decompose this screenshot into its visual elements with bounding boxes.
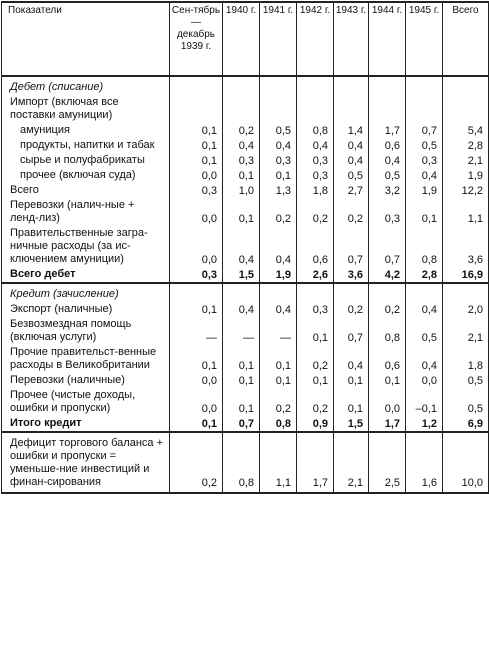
cell-value: 0,5 bbox=[369, 168, 406, 183]
cell-value: 2,1 bbox=[334, 432, 369, 493]
cell-value: 0,0 bbox=[170, 226, 223, 267]
cell-value: 0,2 bbox=[334, 302, 369, 317]
cell-value: 0,1 bbox=[223, 388, 260, 416]
table-row bbox=[2, 317, 489, 345]
cell-value: 0,1 bbox=[223, 373, 260, 388]
cell-value: 6,9 bbox=[443, 416, 489, 432]
cell-value: 0,2 bbox=[297, 388, 334, 416]
table-row bbox=[2, 123, 489, 138]
cell-value bbox=[170, 283, 223, 302]
cell-value: 0,1 bbox=[223, 345, 260, 373]
cell-value: 1,7 bbox=[369, 416, 406, 432]
cell-value: 1,3 bbox=[260, 183, 297, 198]
row-label: Перевозки (налич-ные + ленд-лиз) bbox=[2, 198, 170, 226]
table-row bbox=[2, 388, 489, 416]
cell-value: 0,7 bbox=[334, 226, 369, 267]
cell-value: 0,1 bbox=[170, 345, 223, 373]
table-row bbox=[2, 302, 489, 317]
cell-value: 0,1 bbox=[260, 373, 297, 388]
cell-value: 0,1 bbox=[170, 416, 223, 432]
cell-value bbox=[170, 95, 223, 123]
cell-value: 0,3 bbox=[297, 153, 334, 168]
cell-value: 2,5 bbox=[369, 432, 406, 493]
cell-value: 4,2 bbox=[369, 267, 406, 283]
row-label: Всего bbox=[2, 183, 170, 198]
cell-value bbox=[334, 76, 369, 95]
table-row bbox=[2, 432, 489, 493]
cell-value: 0,7 bbox=[334, 317, 369, 345]
cell-value: 0,1 bbox=[260, 168, 297, 183]
cell-value: 2,7 bbox=[334, 183, 369, 198]
row-label: Дебет (списание) bbox=[2, 76, 170, 95]
cell-value: 0,1 bbox=[260, 345, 297, 373]
cell-value: 1,6 bbox=[406, 432, 443, 493]
table-row bbox=[2, 138, 489, 153]
cell-value bbox=[223, 283, 260, 302]
cell-value: 1,5 bbox=[334, 416, 369, 432]
row-label: Безвозмездная помощь (включая услуги) bbox=[2, 317, 170, 345]
table-row bbox=[2, 373, 489, 388]
row-label: амуниция bbox=[2, 123, 170, 138]
cell-value: 0,1 bbox=[223, 198, 260, 226]
cell-value: 0,0 bbox=[170, 198, 223, 226]
cell-value: 1,9 bbox=[406, 183, 443, 198]
cell-value: — bbox=[223, 317, 260, 345]
cell-value: 0,3 bbox=[170, 183, 223, 198]
table-row bbox=[2, 153, 489, 168]
cell-value: 0,4 bbox=[334, 153, 369, 168]
cell-value bbox=[297, 283, 334, 302]
cell-value: 0,5 bbox=[443, 373, 489, 388]
cell-value bbox=[443, 283, 489, 302]
cell-value bbox=[369, 95, 406, 123]
cell-value: –0,1 bbox=[406, 388, 443, 416]
cell-value: 0,2 bbox=[369, 302, 406, 317]
header-period: 1940 г. bbox=[223, 2, 260, 76]
cell-value: 1,1 bbox=[260, 432, 297, 493]
table-row bbox=[2, 198, 489, 226]
header-period: 1944 г. bbox=[369, 2, 406, 76]
cell-value: 1,8 bbox=[443, 345, 489, 373]
cell-value bbox=[260, 76, 297, 95]
cell-value: 0,1 bbox=[170, 123, 223, 138]
cell-value: 0,1 bbox=[170, 153, 223, 168]
table-row bbox=[2, 283, 489, 302]
cell-value: 1,5 bbox=[223, 267, 260, 283]
cell-value: 0,3 bbox=[170, 267, 223, 283]
cell-value: 3,2 bbox=[369, 183, 406, 198]
cell-value: 0,4 bbox=[260, 138, 297, 153]
cell-value: 0,7 bbox=[369, 226, 406, 267]
cell-value: 0,1 bbox=[223, 168, 260, 183]
cell-value bbox=[369, 76, 406, 95]
row-label: Правительственные загра-ничные расходы (за ис-ключением амуниции) bbox=[2, 226, 170, 267]
row-label: Кредит (зачисление) bbox=[2, 283, 170, 302]
cell-value: 1,7 bbox=[369, 123, 406, 138]
row-label: Итого кредит bbox=[2, 416, 170, 432]
cell-value: 2,0 bbox=[443, 302, 489, 317]
cell-value: 0,1 bbox=[297, 317, 334, 345]
cell-value: 0,2 bbox=[297, 345, 334, 373]
cell-value: 1,7 bbox=[297, 432, 334, 493]
cell-value bbox=[443, 76, 489, 95]
table-row bbox=[2, 416, 489, 432]
cell-value: 2,1 bbox=[443, 153, 489, 168]
cell-value: 0,0 bbox=[170, 168, 223, 183]
cell-value: 0,4 bbox=[223, 226, 260, 267]
balance-table bbox=[1, 1, 489, 494]
header-period: 1941 г. bbox=[260, 2, 297, 76]
cell-value bbox=[334, 283, 369, 302]
row-label: прочее (включая суда) bbox=[2, 168, 170, 183]
cell-value: 0,2 bbox=[260, 198, 297, 226]
cell-value: 3,6 bbox=[334, 267, 369, 283]
row-label: Перевозки (наличные) bbox=[2, 373, 170, 388]
row-label: продукты, напитки и табак bbox=[2, 138, 170, 153]
cell-value: 0,1 bbox=[369, 373, 406, 388]
header-period: 1943 г. bbox=[334, 2, 369, 76]
cell-value bbox=[369, 283, 406, 302]
cell-value: 0,7 bbox=[223, 416, 260, 432]
cell-value: 0,2 bbox=[260, 388, 297, 416]
cell-value: 0,3 bbox=[297, 302, 334, 317]
cell-value bbox=[443, 95, 489, 123]
cell-value: 0,2 bbox=[170, 432, 223, 493]
cell-value: 0,0 bbox=[170, 388, 223, 416]
table-row bbox=[2, 345, 489, 373]
cell-value: 1,0 bbox=[223, 183, 260, 198]
cell-value: 3,6 bbox=[443, 226, 489, 267]
table-row bbox=[2, 226, 489, 267]
cell-value: 0,3 bbox=[260, 153, 297, 168]
table-row bbox=[2, 95, 489, 123]
header-period: Всего bbox=[443, 2, 489, 76]
cell-value: — bbox=[260, 317, 297, 345]
cell-value: 0,6 bbox=[369, 345, 406, 373]
cell-value: 0,4 bbox=[297, 138, 334, 153]
cell-value bbox=[406, 76, 443, 95]
row-label: Прочее (чистые доходы, ошибки и пропуски) bbox=[2, 388, 170, 416]
cell-value: 0,8 bbox=[406, 226, 443, 267]
cell-value: 0,2 bbox=[334, 198, 369, 226]
cell-value bbox=[297, 76, 334, 95]
cell-value: 0,7 bbox=[406, 123, 443, 138]
cell-value: 0,5 bbox=[443, 388, 489, 416]
cell-value: 0,4 bbox=[223, 302, 260, 317]
cell-value: 1,4 bbox=[334, 123, 369, 138]
row-label: Дефицит торгового баланса + ошибки и пропуски = уменьше-ние инвестиций и финан-сирования bbox=[2, 432, 170, 493]
cell-value: 2,1 bbox=[443, 317, 489, 345]
header-period: 1945 г. bbox=[406, 2, 443, 76]
cell-value bbox=[170, 76, 223, 95]
cell-value: 0,9 bbox=[297, 416, 334, 432]
header-label: Показатели bbox=[2, 2, 170, 76]
table-row bbox=[2, 183, 489, 198]
cell-value: 0,4 bbox=[260, 226, 297, 267]
cell-value: 1,2 bbox=[406, 416, 443, 432]
cell-value: 0,1 bbox=[406, 198, 443, 226]
cell-value: 0,1 bbox=[334, 388, 369, 416]
cell-value bbox=[260, 95, 297, 123]
cell-value: 0,2 bbox=[223, 123, 260, 138]
cell-value: 0,3 bbox=[369, 198, 406, 226]
cell-value: 0,1 bbox=[170, 302, 223, 317]
cell-value bbox=[223, 76, 260, 95]
cell-value: 2,8 bbox=[443, 138, 489, 153]
cell-value: 0,8 bbox=[223, 432, 260, 493]
cell-value: 16,9 bbox=[443, 267, 489, 283]
cell-value: 2,8 bbox=[406, 267, 443, 283]
cell-value: 2,6 bbox=[297, 267, 334, 283]
cell-value: 0,5 bbox=[406, 138, 443, 153]
cell-value bbox=[260, 283, 297, 302]
cell-value: 0,6 bbox=[297, 226, 334, 267]
cell-value bbox=[406, 283, 443, 302]
cell-value: 0,4 bbox=[406, 345, 443, 373]
header-period: 1942 г. bbox=[297, 2, 334, 76]
table-body bbox=[2, 76, 489, 493]
cell-value bbox=[223, 95, 260, 123]
cell-value: 0,4 bbox=[334, 138, 369, 153]
cell-value: 1,1 bbox=[443, 198, 489, 226]
cell-value: 0,4 bbox=[223, 138, 260, 153]
cell-value: 0,5 bbox=[260, 123, 297, 138]
row-label: сырье и полуфабрикаты bbox=[2, 153, 170, 168]
cell-value: 1,9 bbox=[443, 168, 489, 183]
cell-value: 0,4 bbox=[369, 153, 406, 168]
cell-value bbox=[334, 95, 369, 123]
row-label: Импорт (включая все поставки амуниции) bbox=[2, 95, 170, 123]
cell-value: 0,4 bbox=[406, 302, 443, 317]
cell-value: 12,2 bbox=[443, 183, 489, 198]
header-row bbox=[2, 2, 489, 76]
cell-value: 0,4 bbox=[406, 168, 443, 183]
header-period: Сен-тябрь — декабрь 1939 г. bbox=[170, 2, 223, 76]
cell-value: 0,8 bbox=[260, 416, 297, 432]
cell-value: — bbox=[170, 317, 223, 345]
cell-value: 0,8 bbox=[369, 317, 406, 345]
table-row bbox=[2, 267, 489, 283]
cell-value: 1,9 bbox=[260, 267, 297, 283]
cell-value bbox=[406, 95, 443, 123]
cell-value: 0,2 bbox=[297, 198, 334, 226]
cell-value: 0,3 bbox=[297, 168, 334, 183]
cell-value bbox=[297, 95, 334, 123]
cell-value: 0,5 bbox=[334, 168, 369, 183]
cell-value: 0,0 bbox=[406, 373, 443, 388]
cell-value: 0,8 bbox=[297, 123, 334, 138]
cell-value: 1,8 bbox=[297, 183, 334, 198]
cell-value: 0,0 bbox=[170, 373, 223, 388]
cell-value: 0,4 bbox=[260, 302, 297, 317]
cell-value: 0,4 bbox=[334, 345, 369, 373]
cell-value: 0,3 bbox=[223, 153, 260, 168]
cell-value: 0,3 bbox=[406, 153, 443, 168]
cell-value: 0,0 bbox=[369, 388, 406, 416]
cell-value: 0,1 bbox=[297, 373, 334, 388]
cell-value: 0,6 bbox=[369, 138, 406, 153]
row-label: Прочие правительст-венные расходы в Великобритании bbox=[2, 345, 170, 373]
table-row bbox=[2, 168, 489, 183]
cell-value: 10,0 bbox=[443, 432, 489, 493]
cell-value: 5,4 bbox=[443, 123, 489, 138]
cell-value: 0,1 bbox=[334, 373, 369, 388]
cell-value: 0,1 bbox=[170, 138, 223, 153]
row-label: Всего дебет bbox=[2, 267, 170, 283]
row-label: Экспорт (наличные) bbox=[2, 302, 170, 317]
table-row bbox=[2, 76, 489, 95]
cell-value: 0,5 bbox=[406, 317, 443, 345]
